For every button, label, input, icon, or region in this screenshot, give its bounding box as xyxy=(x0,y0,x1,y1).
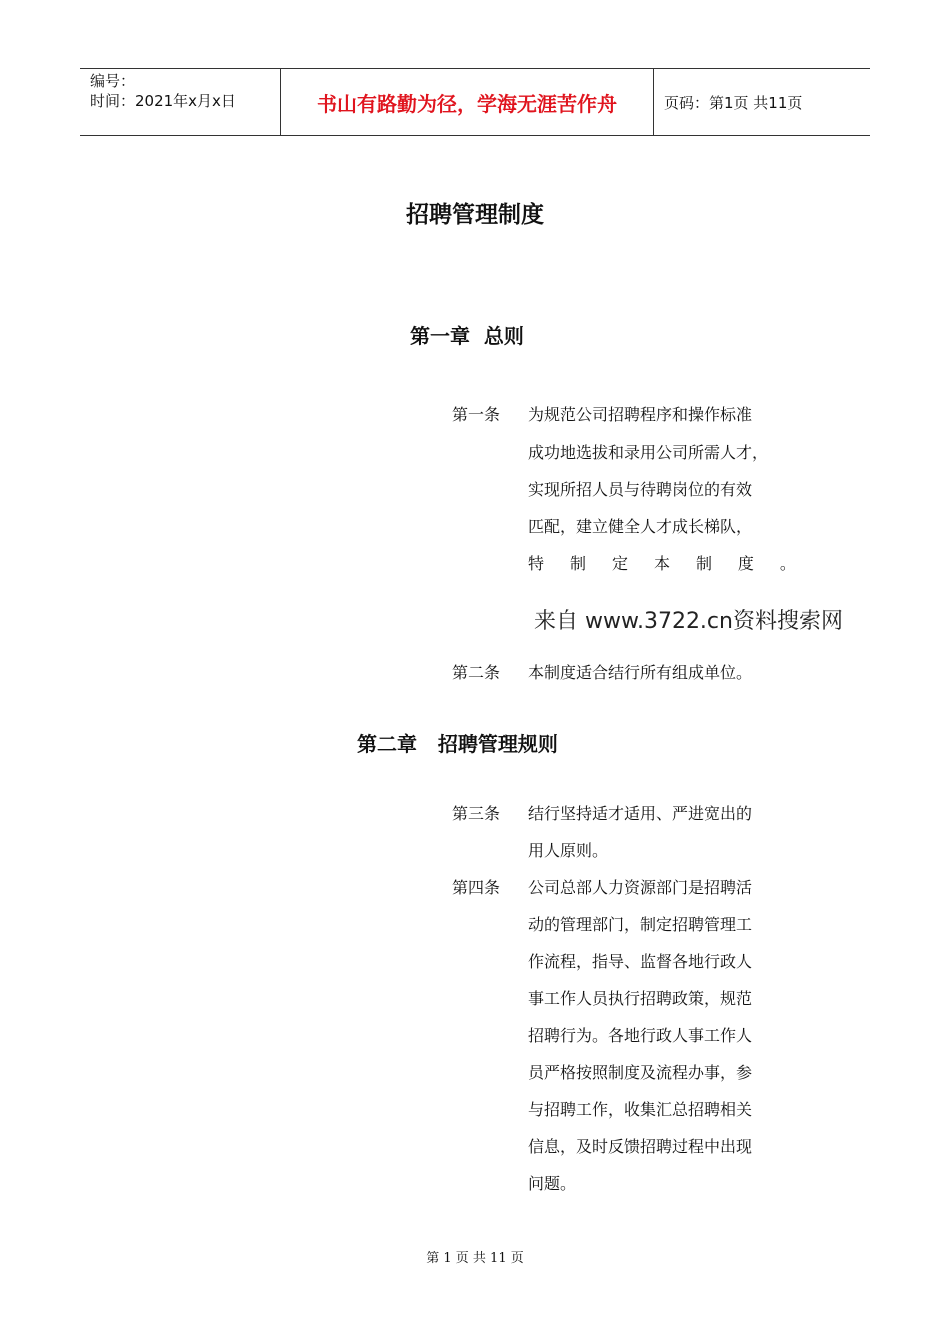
article-4-line: 问题。 xyxy=(528,1174,577,1193)
article-2-label: 第二条 xyxy=(452,663,501,682)
spread-char: 制 xyxy=(695,554,712,573)
spread-char: 制 xyxy=(569,554,586,573)
document-title: 招聘管理制度 xyxy=(406,202,544,228)
header-table xyxy=(80,68,870,136)
header-meta-cell xyxy=(80,69,281,135)
article-4-line: 公司总部人力资源部门是招聘活 xyxy=(528,878,753,897)
article-1-spread-line xyxy=(528,551,796,574)
spread-char: 。 xyxy=(779,554,796,573)
spread-char: 特 xyxy=(528,554,545,573)
article-1-line: 匹配，建立健全人才成长梯队， xyxy=(528,517,753,536)
article-4-line: 作流程，指导、监督各地行政人 xyxy=(528,952,753,971)
article-1-label: 第一条 xyxy=(452,405,501,424)
chapter-2-title: 第二章 招聘管理规则 xyxy=(357,732,558,756)
article-4-line: 动的管理部门，制定招聘管理工 xyxy=(528,915,753,934)
article-4-label: 第四条 xyxy=(452,878,501,897)
watermark-text: 来自 www.3722.cn资料搜索网 xyxy=(534,609,843,634)
header-page-info: 页码：第1页 共11页 xyxy=(664,93,803,112)
date-label: 时间：2021年x月x日 xyxy=(90,92,236,110)
article-4-line: 事工作人员执行招聘政策，规范 xyxy=(528,989,753,1008)
article-1-line: 成功地选拔和录用公司所需人才， xyxy=(528,443,769,462)
spread-char: 定 xyxy=(611,554,628,573)
article-4-line: 招聘行为。各地行政人事工作人 xyxy=(528,1026,753,1045)
article-4-line: 与招聘工作，收集汇总招聘相关 xyxy=(528,1100,753,1119)
spread-char: 度 xyxy=(737,554,754,573)
article-1-line: 为规范公司招聘程序和操作标准 xyxy=(528,405,753,424)
article-4-line: 员严格按照制度及流程办事，参 xyxy=(528,1063,753,1082)
article-2-line: 本制度适合结行所有组成单位。 xyxy=(528,663,753,682)
header-motto: 书山有路勤为径，学海无涯苦作舟 xyxy=(281,69,654,135)
article-3-label: 第三条 xyxy=(452,804,501,823)
article-3-line: 用人原则。 xyxy=(528,841,609,860)
chapter-1-title: 第一章 总则 xyxy=(410,324,524,348)
article-1-line: 实现所招人员与待聘岗位的有效 xyxy=(528,480,753,499)
page-footer: 第 1 页 共 11 页 xyxy=(426,1251,524,1266)
article-3-line: 结行坚持适才适用、严进宽出的 xyxy=(528,804,753,823)
article-4-line: 信息，及时反馈招聘过程中出现 xyxy=(528,1137,753,1156)
number-label: 编号： xyxy=(90,72,136,90)
spread-char: 本 xyxy=(653,554,670,573)
